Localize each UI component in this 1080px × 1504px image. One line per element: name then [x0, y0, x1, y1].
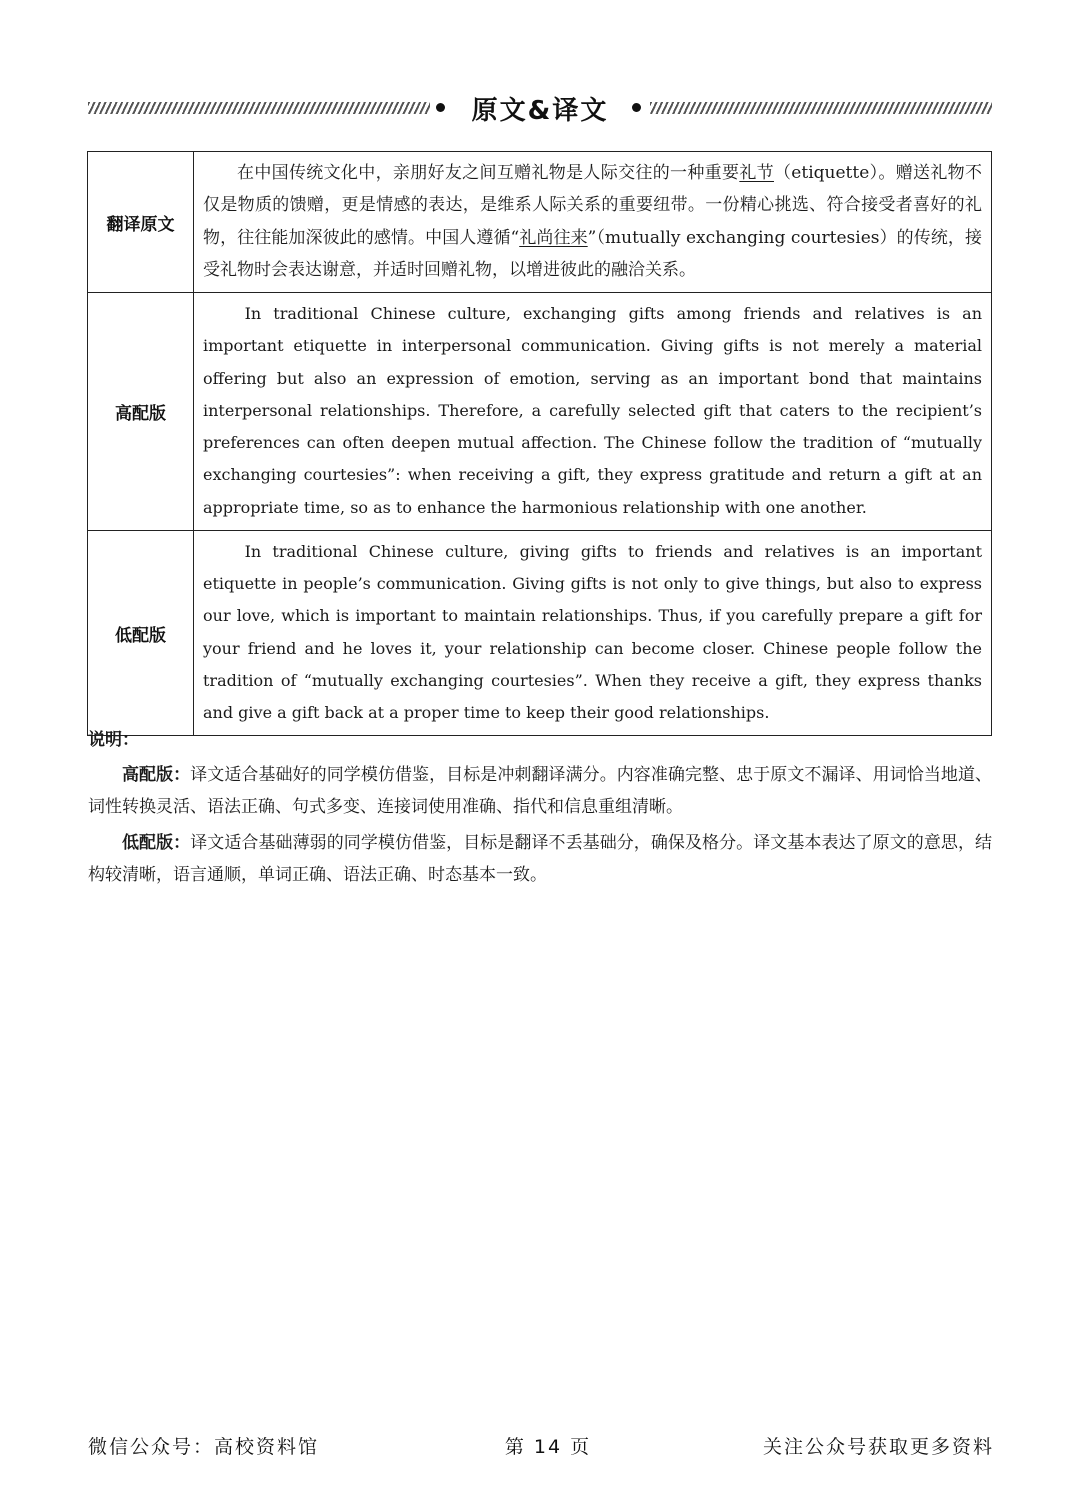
term-etiquette: 礼节 [739, 162, 774, 183]
high-version-text: In traditional Chinese culture, exchanging gifts among friends and relatives is an important etiquette in interpersonal communication. Giving gifts is not merely a material offering but also an expression of emotion, serving as an important bond that maintains interpersonal relationships. Therefore, a carefully selected gift that caters to the recipient’s preferences can often deepen mutual affection. The Chinese follow the tradition of “mutually exchanging courtesies”: when receiving a gift, they express gratitude and return a gift at an appropriate time, so as to enhance the harmonious relationship with one another. [203, 303, 982, 517]
decorative-stripe-left [88, 102, 430, 114]
source-text-part-3: ”（mutually exchanging courtesies）的传统，接受礼物时会表达谢意，并适时回赠礼物，以增进彼此的融洽关系。 [203, 227, 983, 280]
section-title: 原文&译文 [471, 96, 609, 126]
translation-table [87, 151, 992, 736]
bullet-dot-left [436, 103, 445, 112]
note-low-text: 译文适合基础薄弱的同学模仿借鉴，目标是翻译不丢基础分，确保及格分。译文基本表达了原文的意思，结构较清晰，语言通顺，单词正确、语法正确、时态基本一致。 [88, 833, 993, 885]
section-header [88, 88, 992, 128]
low-version-text: In traditional Chinese culture, giving gifts to friends and relatives is an important etiquette in people’s communication. Giving gifts is not only to give things, but also to express our love, which is important to maintain relationships. Thus, if you carefully prepare a gift for your friend and he loves it, your relationship can become closer. Chinese people follow the tradition of “mutually exchanging courtesies”. When they receive a gift, they express thanks and give a gift back at a proper time to keep their good relationships. [203, 541, 982, 723]
table-row-source [88, 152, 992, 293]
source-text-part-1: 在中国传统文化中，亲朋好友之间互赠礼物是人际交往的一种重要 [237, 162, 740, 183]
row-label-source: 翻译原文 [88, 152, 194, 293]
page-number: 第 14 页 [504, 1436, 592, 1458]
term-courtesies: 礼尚往来 [519, 227, 588, 248]
table-row-low [88, 531, 992, 736]
notes-heading: 说明： [88, 730, 139, 750]
note-high [88, 759, 992, 823]
note-low [88, 827, 992, 891]
row-label-high: 高配版 [88, 293, 194, 531]
note-high-text: 译文适合基础好的同学模仿借鉴，目标是冲刺翻译满分。内容准确完整、忠于原文不漏译、用词恰当地道、词性转换灵活、语法正确、句式多变、连接词使用准确、指代和信息重组清晰。 [88, 765, 993, 817]
footer-follow-note: 关注公众号获取更多资料 [762, 1436, 994, 1458]
source-text [203, 157, 982, 287]
low-version-cell [194, 531, 992, 736]
note-low-label: 低配版： [122, 833, 191, 853]
note-high-label: 高配版： [122, 765, 191, 785]
row-label-low: 低配版 [88, 531, 194, 736]
notes-section [88, 727, 992, 895]
source-text-cell [194, 152, 992, 293]
source-text-part-2: （etiquette）。赠送礼物不仅是物质的馈赠，更是情感的表达，是维系人际关系的重要纽带。一份精心挑选、符合接受者喜好的礼物，往往能加深彼此的感情。中国人遵循“ [203, 162, 983, 248]
high-version-cell [194, 293, 992, 531]
table-row-high [88, 293, 992, 531]
page-footer [88, 1432, 994, 1462]
footer-wechat-account: 微信公众号：高校资料馆 [88, 1436, 320, 1458]
bullet-dot-right [632, 103, 641, 112]
decorative-stripe-right [650, 102, 992, 114]
